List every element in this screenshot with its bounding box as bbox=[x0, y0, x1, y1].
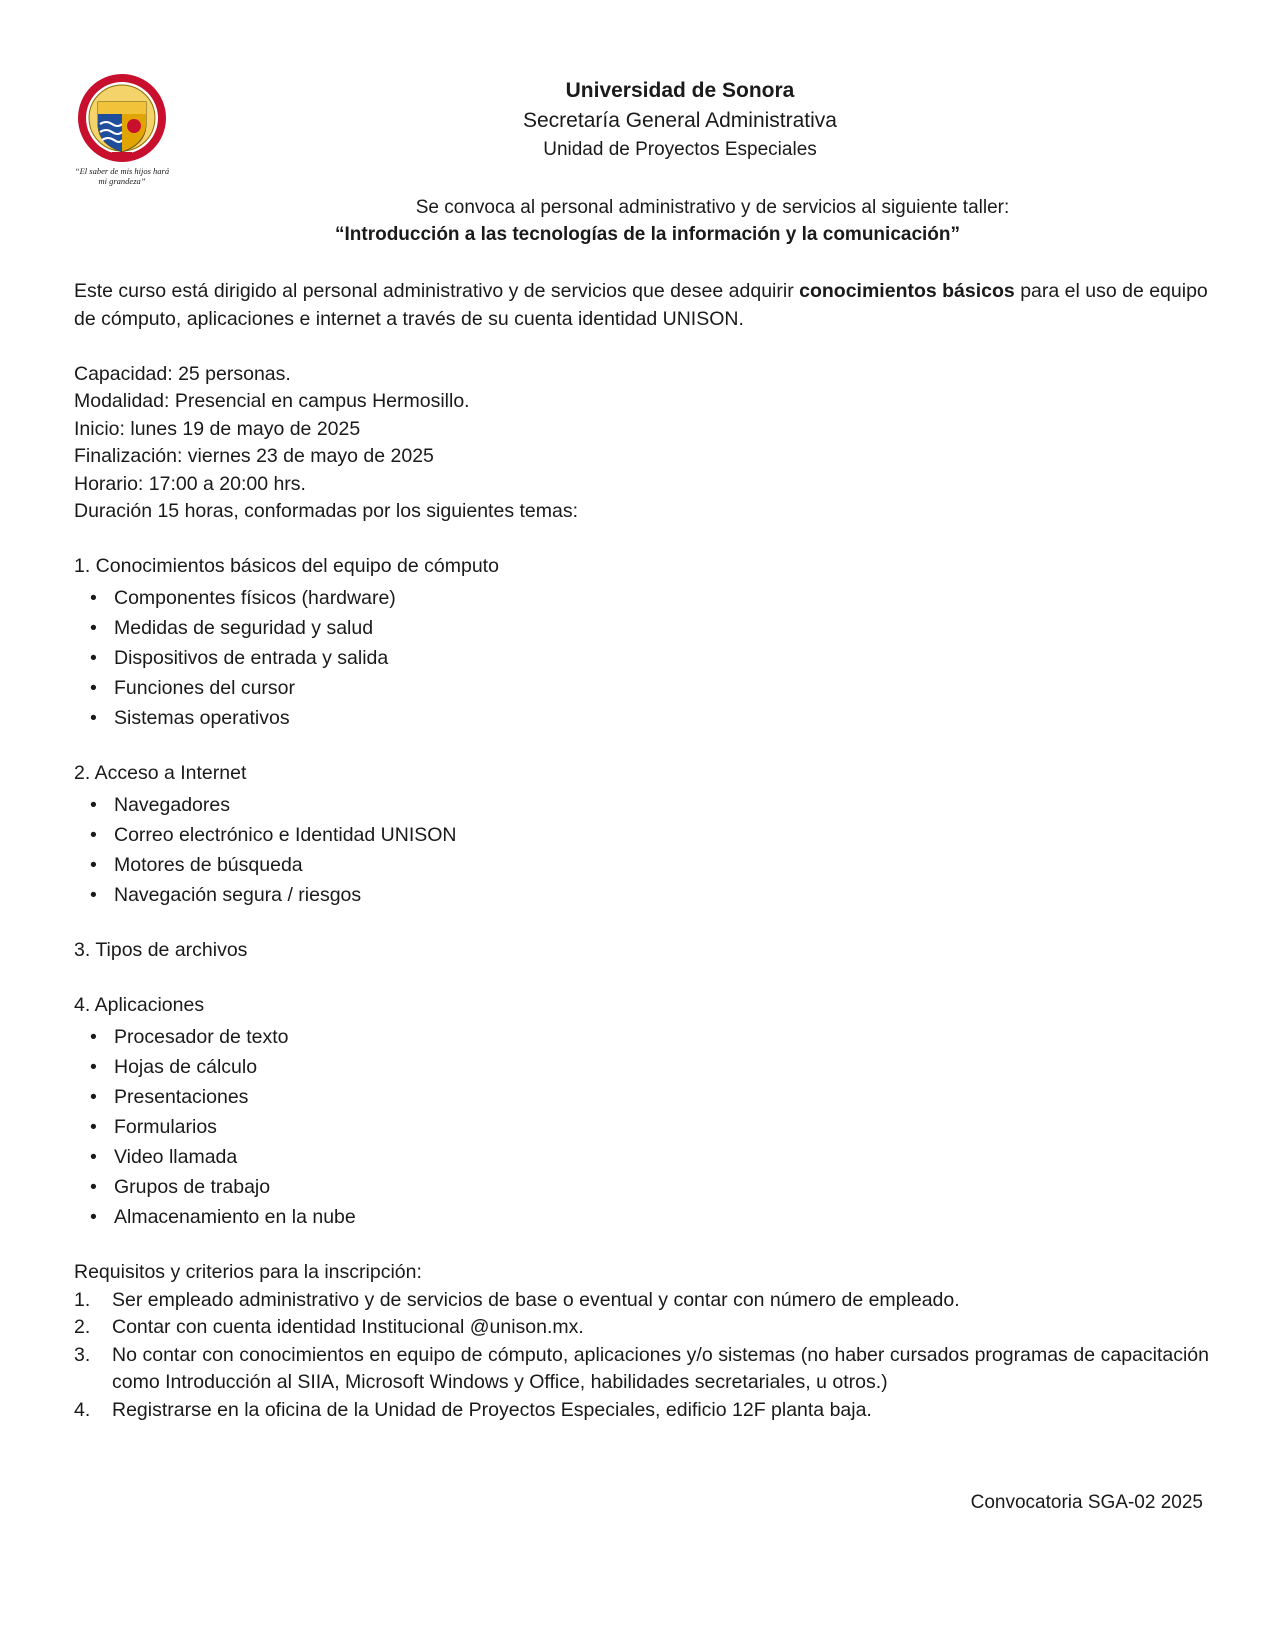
list-item: • Grupos de trabajo bbox=[114, 1172, 1209, 1202]
list-item: • Funciones del cursor bbox=[114, 673, 1209, 703]
topic-list bbox=[74, 1022, 1209, 1232]
detail-capacity: Capacidad: 25 personas. bbox=[74, 362, 291, 385]
document-body bbox=[74, 278, 1209, 1424]
list-item: • Formularios bbox=[114, 1112, 1209, 1142]
list-item: • Presentaciones bbox=[114, 1082, 1209, 1112]
requirement-number: 2. bbox=[74, 1316, 91, 1338]
requirement-number: 3. bbox=[74, 1343, 91, 1366]
topic-section-3 bbox=[74, 937, 1209, 965]
intro-text-after: para el uso de equipo de cómputo, aplicaciones e internet a través de su cuenta identidad UNISON. bbox=[74, 280, 1208, 330]
topic-list bbox=[74, 583, 1209, 733]
list-item: • Video llamada bbox=[114, 1142, 1209, 1172]
topic-title: 2. Acceso a Internet bbox=[74, 762, 247, 784]
requirements-section bbox=[74, 1259, 1209, 1424]
university-name: Universidad de Sonora bbox=[565, 79, 795, 102]
list-item: • Dispositivos de entrada y salida bbox=[114, 643, 1209, 673]
requirement-item bbox=[74, 1397, 1209, 1425]
requirement-text: No contar con conocimientos en equipo de cómputo, aplicaciones y/o sistemas (no haber cursados programas de capacitación como Introducción al SIIA, Microsoft Windows y Office, habilidades secretariales, u otros.) bbox=[112, 1343, 1209, 1393]
requirements-heading: Requisitos y criterios para la inscripción: bbox=[74, 1261, 422, 1283]
topic-section-4 bbox=[74, 992, 1209, 1232]
document-footer: Convocatoria SGA-02 2025 bbox=[970, 1492, 1203, 1513]
list-item: • Medidas de seguridad y salud bbox=[114, 613, 1209, 643]
list-item: • Navegadores bbox=[114, 790, 1209, 820]
topic-section-2 bbox=[74, 760, 1209, 910]
requirement-text: Contar con cuenta identidad Institucional @unison.mx. bbox=[112, 1316, 584, 1338]
announcement bbox=[70, 194, 1205, 248]
university-seal-icon bbox=[76, 72, 168, 164]
topic-title: 4. Aplicaciones bbox=[74, 994, 205, 1016]
requirement-text: Ser empleado administrativo y de servicios de base o eventual y contar con número de empleado. bbox=[112, 1288, 960, 1311]
detail-end: Finalización: viernes 23 de mayo de 2025 bbox=[74, 445, 434, 467]
topic-title: 3. Tipos de archivos bbox=[74, 939, 248, 961]
topic-list bbox=[74, 790, 1209, 910]
course-details bbox=[74, 361, 1209, 526]
detail-modality: Modalidad: Presencial en campus Hermosillo. bbox=[74, 390, 470, 412]
intro-paragraph bbox=[74, 278, 1209, 333]
seal-motto: “El saber de mis hijos hará mi grandeza” bbox=[74, 166, 170, 186]
requirement-text: Registrarse en la oficina de la Unidad de Proyectos Especiales, edificio 12F planta baja. bbox=[112, 1398, 872, 1421]
topic-title: 1. Conocimientos básicos del equipo de cómputo bbox=[74, 555, 499, 577]
intro-text-before: Este curso está dirigido al personal administrativo y de servicios que desee adquirir bbox=[74, 280, 800, 302]
detail-duration: Duración 15 horas, conformadas por los siguientes temas: bbox=[74, 500, 579, 522]
unit-name: Unidad de Proyectos Especiales bbox=[543, 139, 817, 160]
requirements-list bbox=[74, 1287, 1209, 1425]
requirement-item bbox=[74, 1287, 1209, 1315]
topic-section-1 bbox=[74, 553, 1209, 733]
secretariat-name: Secretaría General Administrativa bbox=[523, 109, 837, 132]
university-seal bbox=[72, 72, 172, 186]
document-header bbox=[360, 76, 1000, 164]
course-title: “Introducción a las tecnologías de la información y la comunicación” bbox=[334, 224, 961, 245]
list-item: • Correo electrónico e Identidad UNISON bbox=[114, 820, 1209, 850]
requirement-item bbox=[74, 1314, 1209, 1342]
announcement-line: Se convoca al personal administrativo y de servicios al siguiente taller: bbox=[415, 197, 1010, 218]
intro-bold-text: conocimientos básicos bbox=[799, 280, 1015, 302]
requirement-number: 1. bbox=[74, 1288, 91, 1311]
list-item: • Hojas de cálculo bbox=[114, 1052, 1209, 1082]
detail-schedule: Horario: 17:00 a 20:00 hrs. bbox=[74, 472, 306, 495]
list-item: • Procesador de texto bbox=[114, 1022, 1209, 1052]
list-item: • Almacenamiento en la nube bbox=[114, 1202, 1209, 1232]
detail-start: Inicio: lunes 19 de mayo de 2025 bbox=[74, 417, 361, 440]
list-item: • Motores de búsqueda bbox=[114, 850, 1209, 880]
requirement-item bbox=[74, 1342, 1209, 1397]
requirement-number: 4. bbox=[74, 1398, 91, 1421]
list-item: • Sistemas operativos bbox=[114, 703, 1209, 733]
list-item: • Navegación segura / riesgos bbox=[114, 880, 1209, 910]
list-item: • Componentes físicos (hardware) bbox=[114, 583, 1209, 613]
